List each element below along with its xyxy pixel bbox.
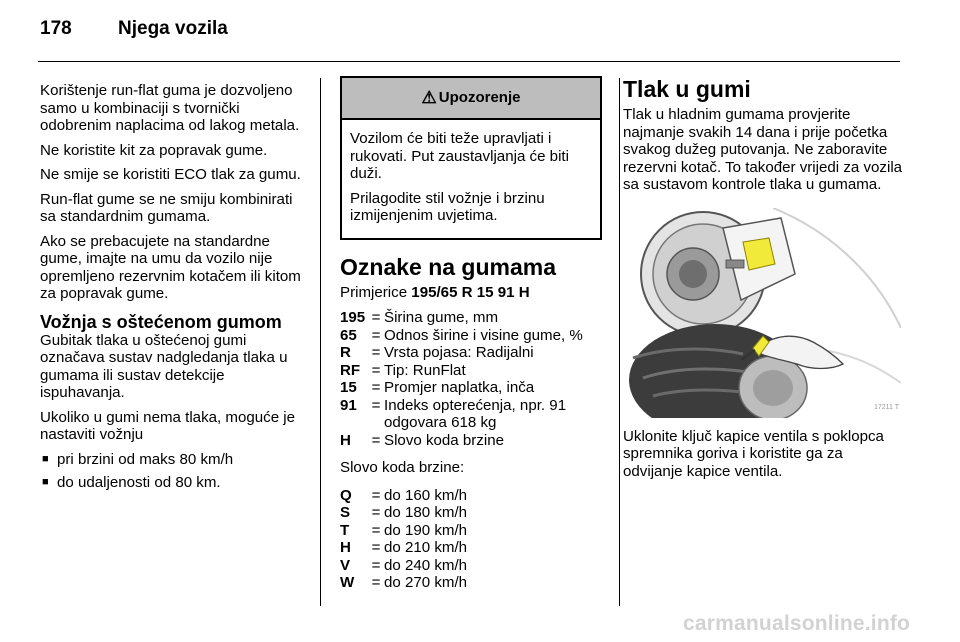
table-cell-code: H <box>340 539 351 556</box>
table-cell-code: S <box>340 504 351 521</box>
table-row <box>340 574 602 592</box>
illustration-drawing <box>623 208 901 418</box>
table-row <box>340 539 602 557</box>
paragraph: Vozilom će biti teže upravljati i rukovati. Put zaustavljanja će biti duži. <box>350 130 569 182</box>
table-cell-eq: = <box>371 574 381 591</box>
table-cell-code: 15 <box>340 379 357 396</box>
watermark: carmanualsonline.info <box>683 612 911 635</box>
warning-triangle-icon: ⚠ <box>421 88 437 108</box>
table-cell-code: W <box>340 574 355 591</box>
header-rule <box>38 61 900 62</box>
table-cell-desc: Tip: RunFlat <box>384 361 466 379</box>
table-row <box>340 557 602 575</box>
table-cell-desc: Slovo koda brzine <box>384 431 504 449</box>
warning-body <box>342 120 600 238</box>
example-line <box>340 284 602 302</box>
table-cell-eq: = <box>371 361 381 379</box>
paragraph: Ne smije se koristiti ECO tlak za gumu. <box>40 166 301 183</box>
table-row <box>340 397 602 432</box>
warning-title: Upozorenje <box>438 89 521 107</box>
table-row <box>340 344 602 362</box>
speed-code-label: Slovo koda brzine: <box>340 459 465 476</box>
table-row <box>340 362 602 380</box>
valve-cap-illustration <box>623 208 901 418</box>
paragraph: Prilagodite stil vožnje i brzinu izmijenjenim uvjetima. <box>350 189 545 224</box>
table-cell-desc: do 190 km/h <box>384 521 468 539</box>
table-row <box>340 379 602 397</box>
paragraph: Run-flat gume se ne smiju kombinirati sa standardnim gumama. <box>40 190 293 225</box>
table-cell-eq: = <box>371 521 381 539</box>
table-cell-eq: = <box>371 379 381 396</box>
column-right <box>623 76 903 487</box>
table-cell-desc: Indeks opterećenja, npr. 91 odgovara 618 kg <box>384 396 567 431</box>
table-cell-code: RF <box>340 361 361 379</box>
table-cell-code: V <box>340 556 351 574</box>
table-cell-eq: = <box>371 556 381 574</box>
paragraph: Ne koristite kit za popravak gume. <box>40 141 268 159</box>
table-cell-eq: = <box>371 309 381 326</box>
table-cell-desc: Odnos širine i visine gume, % <box>384 326 583 344</box>
section-heading: Tlak u gumi <box>623 76 751 102</box>
speed-code-table <box>340 487 602 592</box>
paragraph: Korištenje run-flat guma je dozvoljeno samo u kombinaciji s tvornički odobrenim naplacima od lakog metala. <box>40 82 300 134</box>
example-label: Primjerice <box>340 283 408 301</box>
table-cell-code: T <box>340 521 350 539</box>
table-cell-eq: = <box>371 486 381 504</box>
paragraph: Gubitak tlaka u oštećenoj gumi označava sustav nadgledanja tlaka u gumama ili sustav detekcije ispuhavanja. <box>40 331 288 401</box>
column-left <box>40 82 308 498</box>
table-cell-eq: = <box>371 326 381 344</box>
example-value: 195/65 R 15 91 H <box>411 283 530 301</box>
paragraph: Ako se prebacujete na standardne gume, imajte na umu da vozilo nije opremljeno rezervnim kotačem ili kitom za popravak gume. <box>40 232 301 302</box>
table-row <box>340 432 602 450</box>
table-cell-eq: = <box>371 504 381 521</box>
table-cell-desc: do 240 km/h <box>384 556 468 574</box>
table-cell-desc: Promjer naplatka, inča <box>384 379 535 396</box>
table-cell-code: H <box>340 431 351 449</box>
column-divider <box>320 78 321 606</box>
section-heading: Oznake na gumama <box>340 253 557 280</box>
table-row <box>340 504 602 522</box>
page-header <box>40 18 228 48</box>
table-row <box>340 522 602 540</box>
table-cell-eq: = <box>371 344 381 361</box>
list-item: ■ pri brzini od maks 80 km/h <box>40 451 308 469</box>
list-item: ■ do udaljenosti od 80 km. <box>40 474 308 492</box>
bullet-list <box>40 451 308 492</box>
paragraph: Ukoliko u gumi nema tlaka, moguće je nastaviti vožnju <box>40 408 296 443</box>
table-cell-code: Q <box>340 486 352 504</box>
table-cell-desc: do 180 km/h <box>384 504 468 521</box>
table-cell-eq: = <box>371 396 381 414</box>
tyre-code-table <box>340 309 602 449</box>
table-cell-desc: do 210 km/h <box>384 539 468 556</box>
table-cell-code: 195 <box>340 309 366 326</box>
warning-box <box>340 76 602 240</box>
table-cell-code: 65 <box>340 326 357 344</box>
table-cell-desc: Vrsta pojasa: Radijalni <box>384 344 534 361</box>
table-row <box>340 309 602 327</box>
table-cell-code: 91 <box>340 396 357 414</box>
column-divider <box>619 78 620 606</box>
chapter-title: Njega vozila <box>118 18 228 39</box>
illustration-caption: Uklonite ključ kapice ventila s poklopca spremnika goriva i koristite ga za odvijanje kapice ventila. <box>623 427 884 480</box>
column-middle <box>340 76 602 592</box>
table-cell-desc: Širina gume, mm <box>384 309 499 326</box>
illustration-code: 17211 T <box>873 404 899 411</box>
warning-header <box>342 78 600 120</box>
table-row <box>340 487 602 505</box>
paragraph: Tlak u hladnim gumama provjerite najmanje svakih 14 dana i prije početka svakog dužeg putovanja. Ne zaboravite rezervni kotač. To također vrijedi za vozila sa sustavom kontrole tlaka u gumama. <box>623 106 903 193</box>
table-cell-eq: = <box>371 539 381 556</box>
section-subheading: Vožnja s oštećenom gumom <box>40 311 282 332</box>
table-row <box>340 327 602 345</box>
table-cell-desc: do 270 km/h <box>384 574 468 591</box>
table-cell-desc: do 160 km/h <box>384 486 468 504</box>
table-cell-eq: = <box>371 431 381 449</box>
page-number: 178 <box>40 18 72 39</box>
table-cell-code: R <box>340 344 351 361</box>
